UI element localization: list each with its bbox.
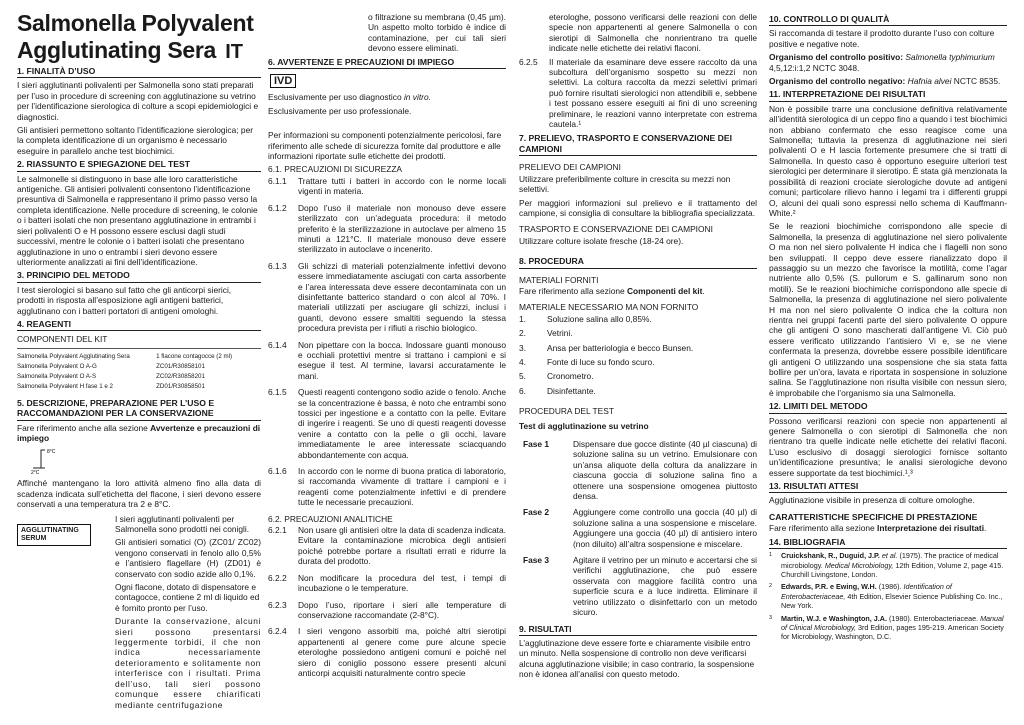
kit-title: COMPONENTI DEL KIT (17, 334, 108, 345)
kit-item-name: Salmonella Polyvalent O A-S (17, 372, 97, 380)
reference-item (769, 614, 1007, 642)
item-number: 6.2.2 (268, 572, 287, 583)
item-text: Soluzione salina allo 0,85%. (547, 313, 652, 324)
bibliography-list (769, 551, 1007, 642)
section-1-text-2: Gli antisieri permettono soltanto l’identificazione sierologica; per la completa identificazione di un organismo è necessario eseguire in parallelo anche test biochimici. (17, 125, 254, 156)
section-5-text-4: Gli antisieri somatici (O) (ZC01/ ZC02) vengono conservati in fenolo allo 0,5% e l’antisiero flagellare (H) (ZD01) è conservato con sodio azide allo 0,1%. (115, 537, 261, 579)
ref-authors: Cruickshank, R., Duguid, J.P. (781, 551, 882, 561)
reference-number: 1 (769, 552, 773, 559)
kit-item-name: Salmonella Polyvalent O A-G (17, 362, 97, 370)
section-1-text: I sieri agglutinanti polivalenti per Salmonella sono stati preparati per l’uso in procedure di screening con agglutinazione su vetrino per l’identificazione sierologica di colture a scopi epidemiologici e diagnostici. (17, 80, 259, 122)
section-7-heading: 7. PRELIEVO, TRASPORTO E CONSERVAZIONE DEI CAMPIONI (519, 133, 757, 156)
kit-table (17, 348, 261, 392)
item-number: 4. (519, 356, 526, 367)
svg-text:2°C: 2°C (31, 470, 40, 477)
item-number: 6. (519, 385, 526, 396)
section-1-heading: 1. FINALITÀ D’USO (17, 66, 261, 78)
temperature-symbol (17, 446, 261, 476)
ref-year: (1986). (876, 582, 904, 592)
ref-year: (1980). Enterobacteriaceae. (886, 613, 981, 623)
expected-results-text: Agglutinazione visibile in presenza di colture omologhe. (769, 495, 975, 506)
kit-item-code: ZD01/R30858501 (156, 382, 205, 390)
step-text: Dispensare due gocce distinte (40 µl ciascuna) di soluzione salina su un vetrino. Emulsionare con un’ansa aliquote della coltura da analizzare in ciascuna goccia di soluzione salina fino a ottenere una sospensione omogenea piuttosto densa. (573, 439, 757, 502)
ref-details: 3rd Edition, pages 195-219. American Society for Microbiology, Washington, D.C. (781, 622, 1004, 642)
list-item (519, 343, 757, 353)
procedure-step (519, 439, 757, 501)
performance-text: Fare riferimento alla sezione Interpretazione dei risultati. (769, 523, 987, 534)
reference-number: 3 (769, 614, 773, 621)
item-number: 6.1.3 (268, 260, 287, 271)
kit-item-name: Salmonella Polyvalent Agglutinating Sera (17, 348, 156, 362)
list-item (268, 261, 506, 334)
list-item (519, 357, 757, 367)
item-number: 6.1.5 (268, 387, 287, 398)
item-text: Gli schizzi di materiali potenzialmente infettivi devono essere immediatamente asciugati con carta assorbente e l’area interessata deve essere decontaminata con un disinfettante batterico standard o con alcol al 70%. I materiali utilizzati per asciugare gli schizzi, inclusi i guanti, devono essere smaltiti seguendo la stessa procedura prevista per i rifiuti a rischio biologico. (298, 260, 506, 334)
list-item (268, 340, 506, 382)
item-number: 2. (519, 328, 526, 339)
column-1 (17, 0, 261, 713)
item-number: 1. (519, 313, 526, 324)
list-item (268, 176, 506, 197)
reference-text (781, 582, 1007, 610)
list-item (268, 600, 506, 621)
ref-title: Manual of Clinical Microbiology, (781, 613, 1004, 632)
item-text: Non usare gli antisieri oltre la data di scadenza indicata. Evitare la contaminazione microbica degli antisieri poiché potrebbe portare a risultati errati e ridurre la durata del prodotto. (298, 525, 506, 567)
section-10-heading: 10. CONTROLLO DI QUALITÀ (769, 14, 1007, 26)
kit-item-code: ZC01/R30858101 (156, 362, 205, 370)
procedure-step (519, 507, 757, 549)
step-text: Aggiungere come controllo una goccia (40 µl) di soluzione salina a una sospensione e miscelare. Aggiungere una goccia (40 µl) di antisiero intero (non diluito) all’altra sospensione e miscelare. (573, 507, 757, 549)
section-13-heading: 13. RISULTATI ATTESI (769, 481, 1007, 493)
performance-heading: CARATTERISTICHE SPECIFICHE DI PRESTAZIONE (769, 511, 978, 522)
limitations-text: Possono verificarsi reazioni con specie non appartenenti al genere Salmonella o con sierotipi di Salmonella che non rientrano tra quelle indicate nelle etichette dei relativi flaconi. L’uso esclusivo di dosaggi sierologici fornisce soltanto un’identificazione presuntiva; le analisi sierologiche devono essere supportate da test biochimici.¹,³ (769, 415, 1007, 478)
list-item (268, 387, 506, 460)
ref-details: 4th Edition, Elsevier Science Publishing Co. Inc., New York. (781, 591, 1003, 611)
item-text: Questi reagenti contengono sodio azide o fenolo. Anche se la concentrazione è bassa, è noto che entrambi sono tossici per ingestione e a contatto con la pelle. Evitare di ingerire i reagenti. Se uno di questi reagenti dovesse venire a contatto con la pelle o gli occhi, lavare immediatamente le aree interessate sciacquando abbondantemente con acqua. (298, 387, 506, 460)
sample-info-text: Per maggiori informazioni sul prelievo e il trattamento del campione, si consiglia di consultare la bibliografia specializzata. (519, 197, 757, 218)
reference-text (781, 614, 1007, 642)
reference-number: 2 (769, 583, 773, 590)
section-3-text: I test sierologici si basano sul fatto che gli anticorpi sierici, prodotti in risposta all’esposizione agli antigeni batterici, agglutinano con i batteri portatori di antigeni omologhi. (17, 284, 232, 316)
column-2 (268, 0, 506, 684)
negative-control-text: Organismo del controllo negativo: Hafnia alvei NCTC 8535. (769, 76, 1001, 87)
subsection-6-1: 6.1. PRECAUZIONI DI SICUREZZA (268, 164, 403, 175)
item-number: 6.1.1 (268, 175, 287, 186)
item-text: Fonte di luce su fondo scuro. (547, 356, 655, 367)
kit-row (17, 372, 261, 382)
test-procedure-heading: PROCEDURA DEL TEST (519, 406, 614, 417)
procedure-step (519, 555, 757, 617)
step-label: Fase 3 (523, 555, 550, 566)
agglutinating-serum-label: AGGLUTINATING SERUM (17, 524, 91, 546)
section-6-heading: 6. AVVERTENZE E PRECAUZIONI DI IMPIEGO (268, 57, 506, 69)
list-item (268, 626, 506, 678)
column-3 (519, 0, 757, 683)
section-11-heading: 11. INTERPRETAZIONE DEI RISULTATI (769, 89, 1007, 101)
ivd-text: Esclusivamente per uso diagnostico in vitro. (268, 92, 431, 103)
item-number: 6.2.1 (268, 525, 287, 536)
item-text: Non pipettare con la bocca. Indossare guanti monouso e occhiali protettivi mentre si trattano i campioni e si esegue il test. Al termine, lavarsi accuratamente le mani. (298, 339, 506, 381)
list-item (519, 328, 757, 338)
item-text: Cronometro. (547, 371, 594, 382)
item-text: Trattare tutti i batteri in accordo con le norme locali vigenti in materia. (298, 175, 506, 197)
item-number: 6.1.6 (268, 466, 287, 477)
item-6-2-5: 6.2.5 Il materiale da esaminare deve essere raccolto da una subcoltura dell’organismo sospetto su mezzi non selettivi. La coltura raccolta da mezzi selettivi primari può fornire risultati sierologici non attendibili e, sebbene i test possano essere eseguiti ai fini di uno screening preliminare, le reazioni vanno interpretate con estrema cautela.¹ (519, 56, 757, 130)
section-12-heading: 12. LIMITI DEL METODO (769, 401, 1007, 413)
reference-item (769, 582, 1007, 610)
item-number: 6.2.3 (268, 599, 287, 610)
document-title-line1: Salmonella Polyvalent (17, 10, 254, 36)
section-14-heading: 14. BIBLIOGRAFIA (769, 537, 1007, 549)
transport-text: Utilizzare colture isolate fresche (18-24 ore). (519, 235, 684, 246)
svg-text:8°C: 8°C (47, 449, 56, 456)
column-4 (769, 0, 1007, 645)
procedure-phases (519, 439, 757, 618)
materials-provided-heading: MATERIALI FORNITI (519, 274, 599, 285)
item-number: 6.1.4 (268, 339, 287, 350)
ref-details: 12th Edition, Volume 2, page 415. Churchill Livingstone, London. (781, 560, 1004, 579)
item-number: 6.2.4 (268, 626, 287, 637)
kit-item-code: 1 flacone contagocce (2 ml) (156, 348, 261, 362)
kit-row (17, 362, 261, 372)
kit-row (17, 382, 261, 392)
item-text: I sieri vengono assorbiti ma, poiché altri sierotipi appartenenti al genere come pure alcune specie eterologhe possiedono antigeni comuni e poiché nel siero di coniglio possono essere presenti alcuni anticorpi acquisiti naturalmente contro specie (298, 626, 506, 678)
section-5-text-3: I sieri agglutinanti polivalenti per Salmonella sono prodotti nei conigli. (115, 513, 250, 534)
item-number: 5. (519, 371, 526, 382)
item-text: Vetrini. (547, 328, 573, 339)
list-item (268, 203, 506, 255)
subsection-6-2: 6.2. PRECAUZIONI ANALITICHE (268, 513, 393, 524)
list-item (268, 466, 506, 508)
thermometer-icon (31, 446, 71, 476)
ivd-symbol: IVD (270, 74, 296, 88)
materials-needed-heading: MATERIALE NECESSARIO MA NON FORNITO (519, 302, 699, 313)
transport-heading: TRASPORTO E CONSERVAZIONE DEI CAMPIONI (519, 224, 713, 235)
materials-needed-list (519, 314, 757, 396)
section-4-heading: 4. REAGENTI (17, 319, 261, 331)
item-text: Disinfettante. (547, 385, 596, 396)
column-2-continuation: o filtrazione su membrana (0,45 µm). Un aspetto molto torbido è indice di contaminazione, per cui tali sieri devono essere eliminati. (368, 12, 506, 54)
language-code: IT (225, 41, 243, 63)
interpretation-text-2: Se le reazioni biochimiche corrispondono alle specie di Salmonella, la presenza di agglutinazione nel siero polivalente O ma non nel siero polivalente H indica che i flagelli non sono ben sviluppati. Il ceppo deve essere rianalizzato dopo il passaggio su un mezzo che favorisce la motilità, come l’agar nutriente allo 0,5% (S. pullorum e S. gallinarum sono non motili). Se le reazioni biochimiche corrispondono alle specie di Salmonella, la presenza di agglutinazione nel siero polivalente H ma non nel siero polivalente O indica che la coltura non rientra nei gruppi facenti parte del siero polivalente O oppure che gli antigeni O sono mascherati dall’antigene Vi. Ciò può essere verificato utilizzando l’antisiero Vi e, se ne viene confermata la presenza, dovrebbe essere possibile identificare gli antigeni O utilizzando una sospensione che sia stata fatta bollire per un’ora, lavata e riportata in sospensione in soluzione salina. Se l’agglutinazione non risulta visibile con nessun siero, è improbabile che l’organismo sia una Salmonella. (769, 221, 1007, 398)
list-item (519, 314, 757, 324)
section-5-text-6: Durante la conservazione, alcuni sieri possono presentarsi leggermente torbidi, il che non indica necessariamente deterioramento e solitamente non interferisce con i risultati. Prima dell’uso, tali sieri possono comunque essere chiarificati mediante centrifugazione (115, 616, 261, 710)
hazard-info-text: Per informazioni su componenti potenzialmente pericolosi, fare riferimento alle schede di sicurezza fornite dal produttore e alle informazioni riportate sulle etichette dei prodotti. (268, 130, 502, 162)
section-5-heading: 5. DESCRIZIONE, PREPARAZIONE PER L’USO E RACCOMANDAZIONI PER LA CONSERVAZIONE (17, 398, 261, 421)
item-text: Dopo l’uso, riportare i sieri alle temperature di conservazione raccomandate (2-8°C). (298, 599, 506, 620)
ref-year: (1975). The practice of medical microbiology. (781, 551, 999, 570)
ref-etal: et al. (881, 551, 898, 561)
positive-control-text: Organismo del controllo positivo: Salmonella typhimurium 4,5,12:i:1,2 NCTC 3048. (769, 52, 995, 73)
step-label: Fase 1 (523, 439, 550, 449)
ref-authors: Edwards, P.R. e Ewing, W.H. (781, 582, 877, 592)
section-3-heading: 3. PRINCIPIO DEL METODO (17, 270, 261, 282)
safety-precautions-list (268, 176, 506, 508)
kit-row (17, 348, 261, 362)
sample-collection-heading: PRELIEVO DEI CAMPIONI (519, 162, 621, 173)
list-item (268, 525, 506, 567)
slide-test-title: Test di agglutinazione su vetrino (519, 420, 649, 431)
section-2-heading: 2. RIASSUNTO E SPIEGAZIONE DEL TEST (17, 159, 261, 171)
sample-collection-text: Utilizzare preferibilmente colture in crescita su mezzi non selettivi. (519, 173, 731, 195)
kit-item-name: Salmonella Polyvalent H fase 1 e 2 (17, 382, 113, 390)
analytical-precautions-list (268, 525, 506, 678)
list-item (519, 371, 757, 381)
ref-title: Medical Microbiology, (824, 560, 894, 570)
section-8-heading: 8. PROCEDURA (519, 256, 757, 268)
section-5-text-5: Ogni flacone, dotato di dispensatore e contagocce, contiene 2 ml di liquido ed è fornito pronto per l’uso. (115, 582, 260, 613)
quality-control-text: Si raccomanda di testare il prodotto durante l’uso con colture positive e negative note. (769, 28, 995, 49)
interpretation-text-1: Non è possibile trarre una conclusione definitiva relativamente all’identità sierologica di un ceppo fino a quando i test biochimici non abbiano confermato che esso reagisce come una Salmonella; tuttavia la presenza di agglutinazione nei sieri polivalenti O e H lascia fortemente presumere che si tratti di Salmonella. In questo caso è opportuno eseguire ulteriori test sierologici per determinare il sierotipo. È stata già menzionata la possibilità di reazioni crociate sierologiche dovute ad antigeni comuni; particolare rilievo hanno i legami tra i differenti gruppi O, alcuni dei quali sono espressi nello schema di Kauffmann-White.² (769, 103, 1007, 218)
section-5-ref: Fare riferimento anche alla sezione Avvertenze e precauzioni di impiego (17, 422, 261, 443)
item-number: 6.1.2 (268, 202, 287, 213)
materials-provided-text: Fare riferimento alla sezione Componenti del kit. (519, 285, 705, 296)
list-item (519, 386, 757, 396)
step-label: Fase 2 (523, 507, 550, 518)
item-text: Dopo l’uso il materiale non monouso deve essere sterilizzato con un’adeguata procedura: il metodo preferito è la sterilizzazione in autoclave per almeno 15 minuti a 121°C. Il materiale monouso deve essere sterilizzato in autoclave o incenerito. (298, 202, 506, 255)
reference-item (769, 551, 1007, 579)
storage-text: Affinché mantengano la loro attività almeno fino alla data di scadenza indicata sull’etichetta del flacone, i sieri devono essere conservati a una temperatura tra 2 e 8°C. (17, 478, 261, 510)
item-text: Non modificare la procedura del test, i tempi di incubazione o le temperature. (298, 572, 506, 594)
item-number: 3. (519, 342, 526, 353)
column-3-continuation: eterologhe, possono verificarsi delle reazioni con delle specie non appartenenti al genere Salmonella o con sierotipi di Salmonella che nonrientrano tra quelle indicate nelle etichette dei relativi flaconi. (549, 12, 757, 54)
list-item (268, 573, 506, 594)
section-2-text: Le salmonelle si distinguono in base alle loro caratteristiche antigeniche. Gli antisieri polivalenti consentono l’identificazione presuntiva di Salmonella e rappresentano il primo passo verso la completa identificazione. Nelle procedure di screening, le colonie o i batteri isolati che non presentano agglutinazione in entrambi i sieri polivalenti O e H possono essere esclusi dagli studi successivi, mentre le colonie o i batteri isolati che presentano agglutinazione in uno o entrambi i sieri devono essere ulteriormente analizzati ai fini dell’identificazione. (17, 173, 258, 267)
results-text: L’agglutinazione deve essere forte e chiaramente visibile entro un minuto. Nella sospensione di controllo non deve verificarsi alcuna agglutinazione visibile; in caso contrario, la sospensione non è idonea all’analisi con questo metodo. (519, 637, 755, 680)
item-text: Ansa per batteriologia e becco Bunsen. (547, 342, 694, 353)
kit-item-code: ZC02/R30858201 (156, 372, 205, 380)
reference-text (781, 551, 1007, 579)
professional-use-text: Esclusivamente per uso professionale. (268, 105, 412, 116)
ref-authors: Martin, W.J. e Washington, J.A. (781, 613, 887, 623)
section-9-heading: 9. RISULTATI (519, 624, 757, 636)
document-title-line2: Agglutinating Sera (17, 37, 217, 63)
item-text: In accordo con le norme di buona pratica di laboratorio, si raccomanda vivamente di trattare i campioni e i reagenti come potenzialmente infettivi e di prendere tutte le necessarie precauzioni. (298, 466, 506, 508)
ref-title: Identification of Enterobacteriaceae, (781, 582, 952, 601)
step-text: Agitare il vetrino per un minuto e accertarsi che si verifichi agglutinazione, che può essere osservata con maggiore facilità contro una superficie scura e a luce indiretta. Eliminare il vetrino utilizzato o disinfettarlo con un metodo sicuro. (573, 555, 757, 618)
